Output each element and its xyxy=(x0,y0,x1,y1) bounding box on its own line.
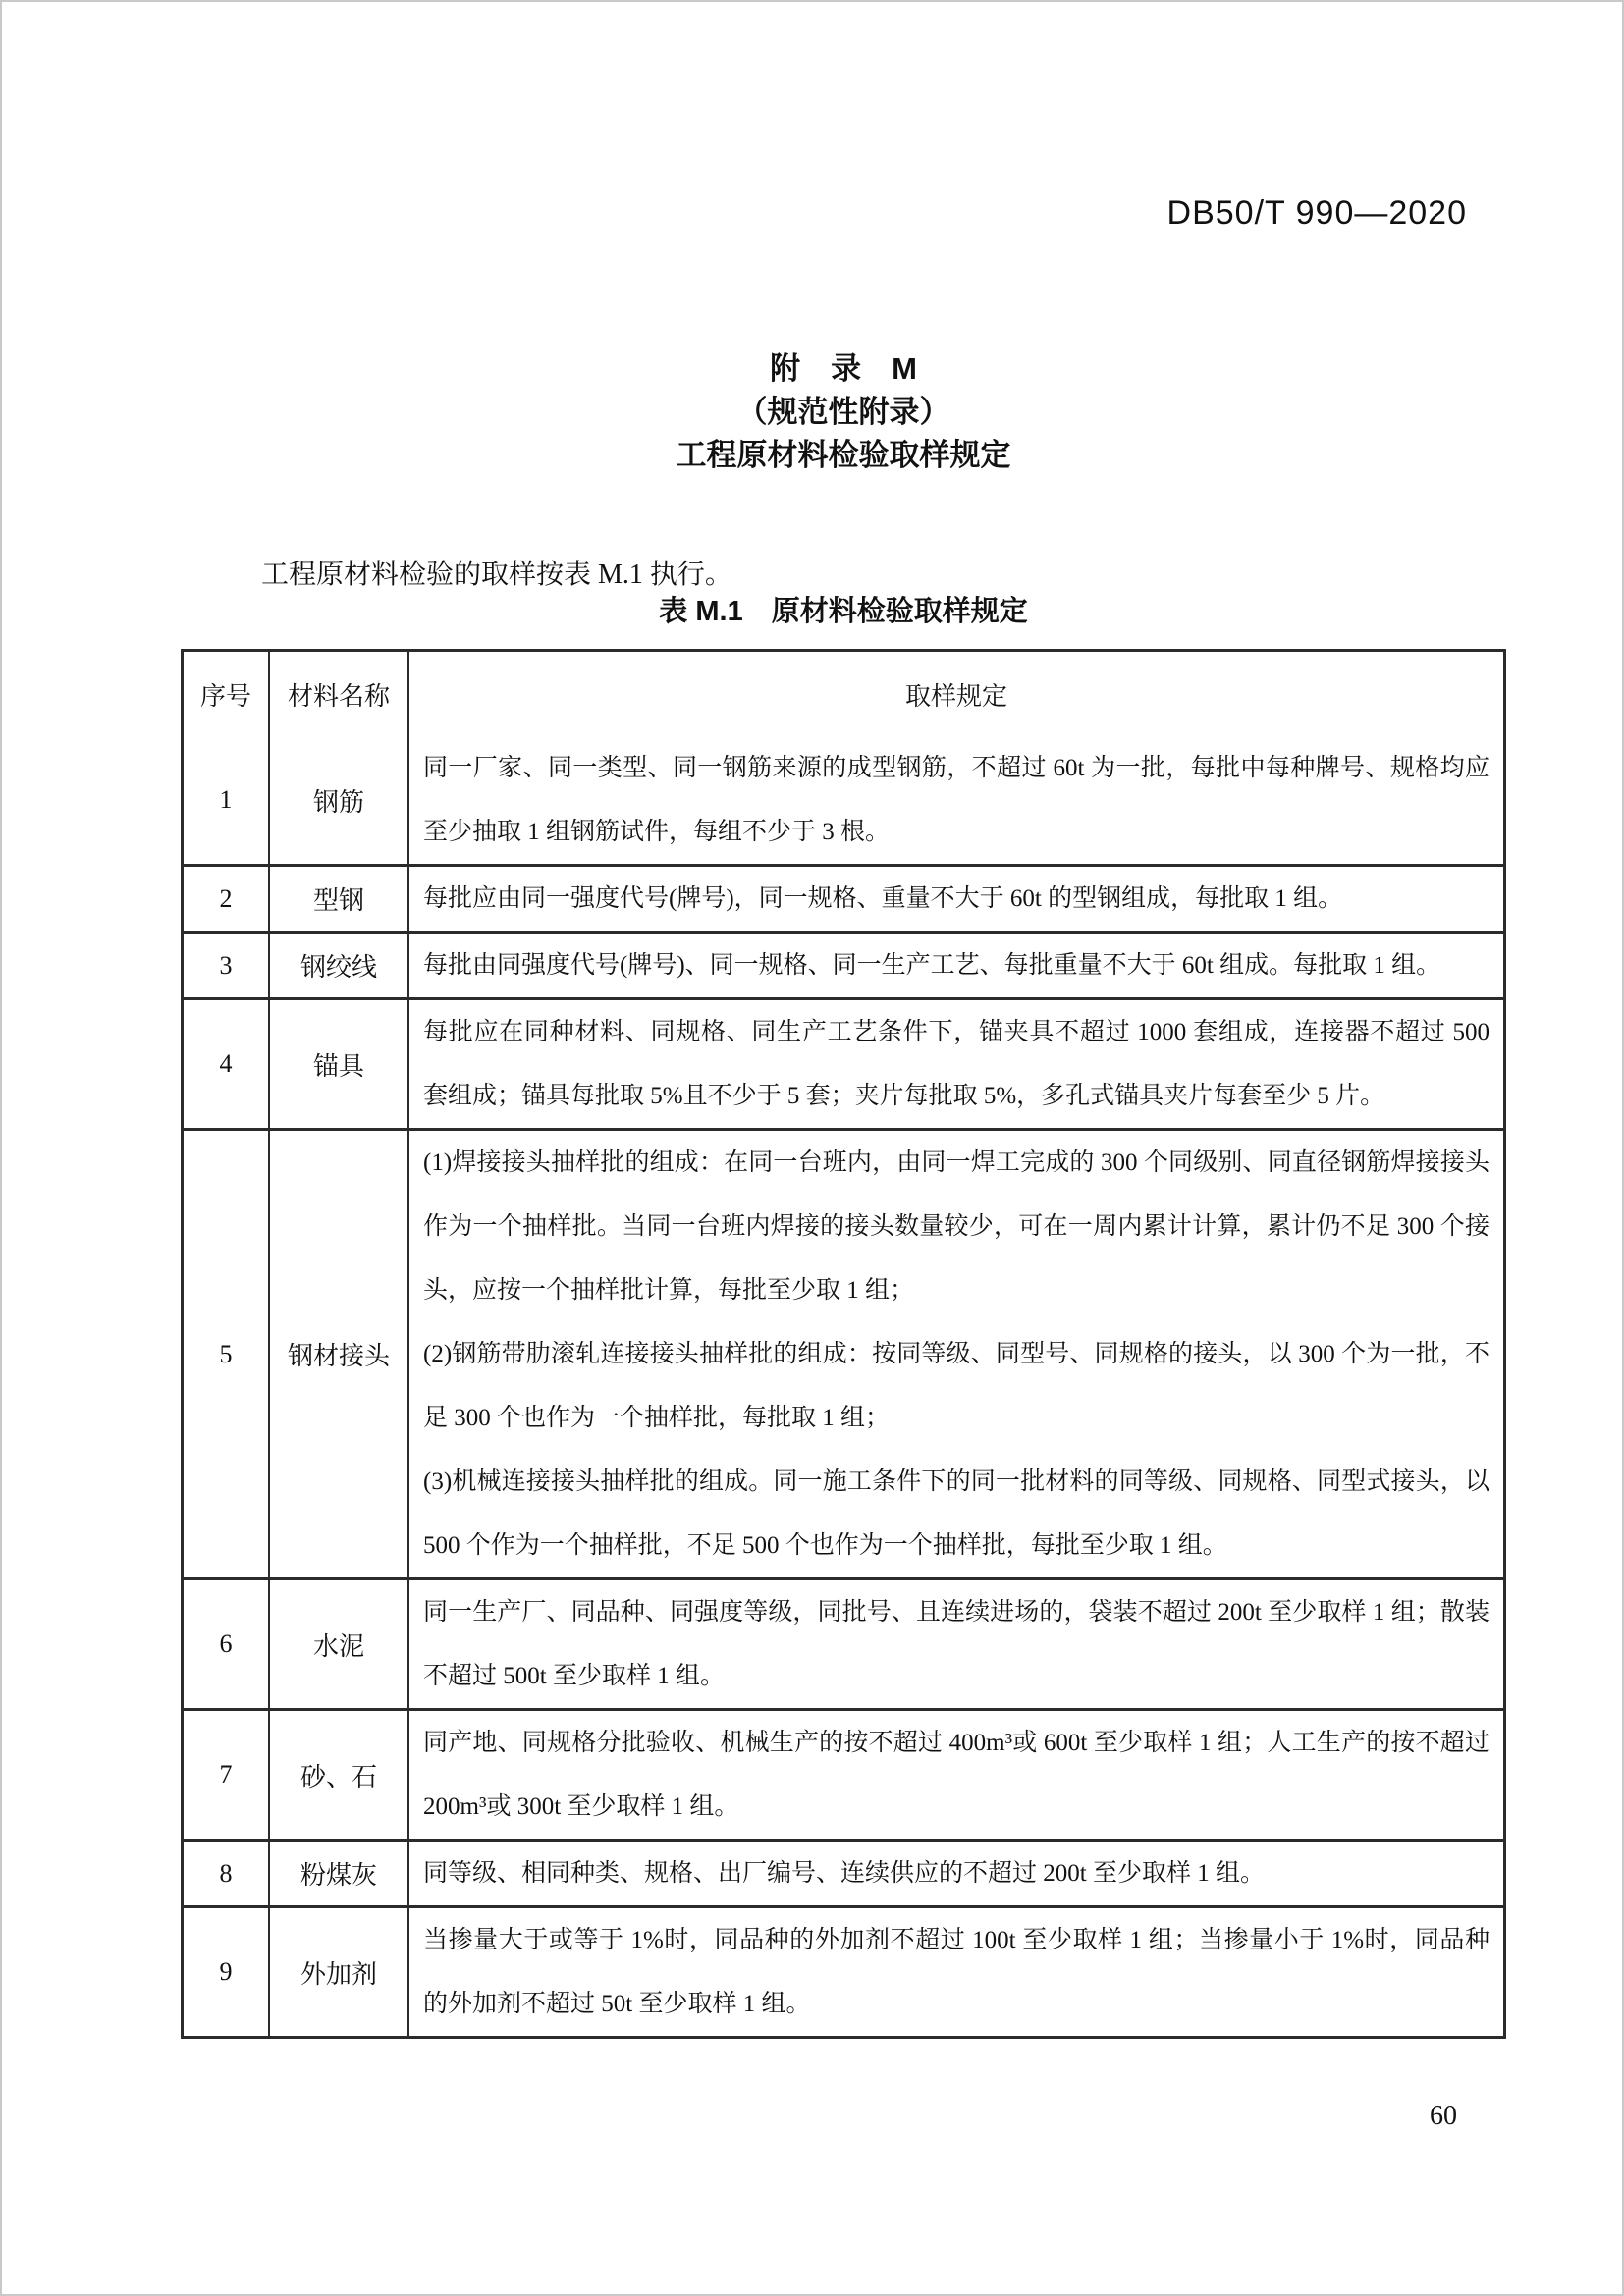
table-row xyxy=(184,736,1503,864)
material-name-cell: 粉煤灰 xyxy=(268,1842,407,1905)
row-number-cell: 4 xyxy=(219,1049,233,1078)
header-cell-no: 序号 xyxy=(199,681,251,711)
table-row xyxy=(184,864,1503,931)
intro-paragraph: 工程原材料检验的取样按表 M.1 执行。 xyxy=(261,560,732,590)
appendix-subtitle: （规范性附录） xyxy=(736,395,950,429)
sampling-rule-cell xyxy=(407,1580,1503,1708)
appendix-title-block xyxy=(181,347,1506,477)
material-name-cell: 钢材接头 xyxy=(268,1131,407,1577)
material-name-cell: 型钢 xyxy=(268,867,407,931)
table-row xyxy=(184,1128,1503,1577)
sampling-rule-cell xyxy=(407,1908,1503,2036)
rule-paragraph: 当掺量大于或等于 1%时，同品种的外加剂不超过 100t 至少取样 1 组；当掺量小于 1%时，同品种的外加剂不超过 50t 至少取样 1 组。 xyxy=(423,1927,1489,2017)
rule-paragraph: 同等级、相同种类、规格、出厂编号、连续供应的不超过 200t 至少取样 1 组。 xyxy=(423,1860,1265,1887)
page-number: 60 xyxy=(1430,2101,1457,2131)
material-name-cell: 水泥 xyxy=(268,1580,407,1708)
table-body xyxy=(184,736,1503,2036)
table-header-row xyxy=(184,652,1503,736)
appendix-title: 附 录 M xyxy=(770,351,917,386)
material-name-cell: 锚具 xyxy=(268,1000,407,1128)
header-cell-material: 材料名称 xyxy=(268,652,407,736)
sampling-rule-cell xyxy=(407,1842,1503,1905)
rule-paragraph: (1)焊接接头抽样批的组成：在同一台班内，由同一焊工完成的 300 个同级别、同直径钢筋焊接接头作为一个抽样批。当同一台班内焊接的接头数量较少，可在一周内累计计算，累计仍不足 300 个接头，应按一个抽样批计算，每批至少取 1 组； xyxy=(423,1149,1489,1304)
material-name-cell: 外加剂 xyxy=(268,1908,407,2036)
row-number-cell: 8 xyxy=(219,1858,233,1888)
standard-code-header: DB50/T 990—2020 xyxy=(1166,194,1467,232)
table-caption: 表 M.1 原材料检验取样规定 xyxy=(659,596,1028,627)
table-row xyxy=(184,931,1503,997)
rule-paragraph: 同一厂家、同一类型、同一钢筋来源的成型钢筋，不超过 60t 为一批，每批中每种牌号、规格均应至少抽取 1 组钢筋试件，每组不少于 3 根。 xyxy=(423,755,1489,845)
sampling-table xyxy=(181,649,1506,2039)
sampling-rule-cell xyxy=(407,1711,1503,1839)
sampling-rule-cell xyxy=(407,934,1503,997)
rule-paragraph: 每批由同强度代号(牌号)、同一规格、同一生产工艺、每批重量不大于 60t 组成。每批取 1 组。 xyxy=(423,952,1441,979)
table-row xyxy=(184,1839,1503,1905)
rule-paragraph: (2)钢筋带肋滚轧连接接头抽样批的组成：按同等级、同型号、同规格的接头，以 300 个为一批，不足 300 个也作为一个抽样批，每批取 1 组； xyxy=(423,1341,1489,1431)
row-number-cell: 5 xyxy=(219,1339,233,1368)
rule-paragraph: 同一生产厂、同品种、同强度等级，同批号、且连续进场的，袋装不超过 200t 至少取样 1 组；散装不超过 500t 至少取样 1 组。 xyxy=(423,1599,1489,1689)
table-row xyxy=(184,1905,1503,2036)
sampling-rule-cell xyxy=(407,867,1503,931)
row-number-cell: 9 xyxy=(219,1957,233,1986)
rule-paragraph: 每批应在同种材料、同规格、同生产工艺条件下，锚夹具不超过 1000 套组成，连接器不超过 500 套组成；锚具每批取 5%且不少于 5 套；夹片每批取 5%，多孔式锚具夹片每套至少 5 片。 xyxy=(423,1019,1489,1109)
table-row xyxy=(184,997,1503,1128)
row-number-cell: 1 xyxy=(219,785,233,814)
row-number-cell: 6 xyxy=(219,1629,233,1658)
sampling-rule-cell xyxy=(407,736,1503,864)
rule-paragraph: 同产地、同规格分批验收、机械生产的按不超过 400m³或 600t 至少取样 1 组；人工生产的按不超过 200m³或 300t 至少取样 1 组。 xyxy=(423,1730,1489,1820)
rule-paragraph: (3)机械连接接头抽样批的组成。同一施工条件下的同一批材料的同等级、同规格、同型式接头，以 500 个作为一个抽样批，不足 500 个也作为一个抽样批，每批至少取 1 组。 xyxy=(423,1468,1489,1559)
appendix-heading: 工程原材料检验取样规定 xyxy=(676,438,1011,472)
sampling-rule-cell xyxy=(407,1131,1503,1577)
material-name-cell: 钢绞线 xyxy=(268,934,407,997)
row-number-cell: 3 xyxy=(219,950,233,980)
table-row xyxy=(184,1577,1503,1708)
table-row xyxy=(184,1708,1503,1839)
row-number-cell: 7 xyxy=(219,1760,233,1789)
material-name-cell: 钢筋 xyxy=(268,736,407,864)
material-name-cell: 砂、石 xyxy=(268,1711,407,1839)
rule-paragraph: 每批应由同一强度代号(牌号)，同一规格、重量不大于 60t 的型钢组成，每批取 1 组。 xyxy=(423,885,1343,912)
row-number-cell: 2 xyxy=(219,883,233,913)
sampling-rule-cell xyxy=(407,1000,1503,1128)
header-cell-rule: 取样规定 xyxy=(407,652,1503,736)
